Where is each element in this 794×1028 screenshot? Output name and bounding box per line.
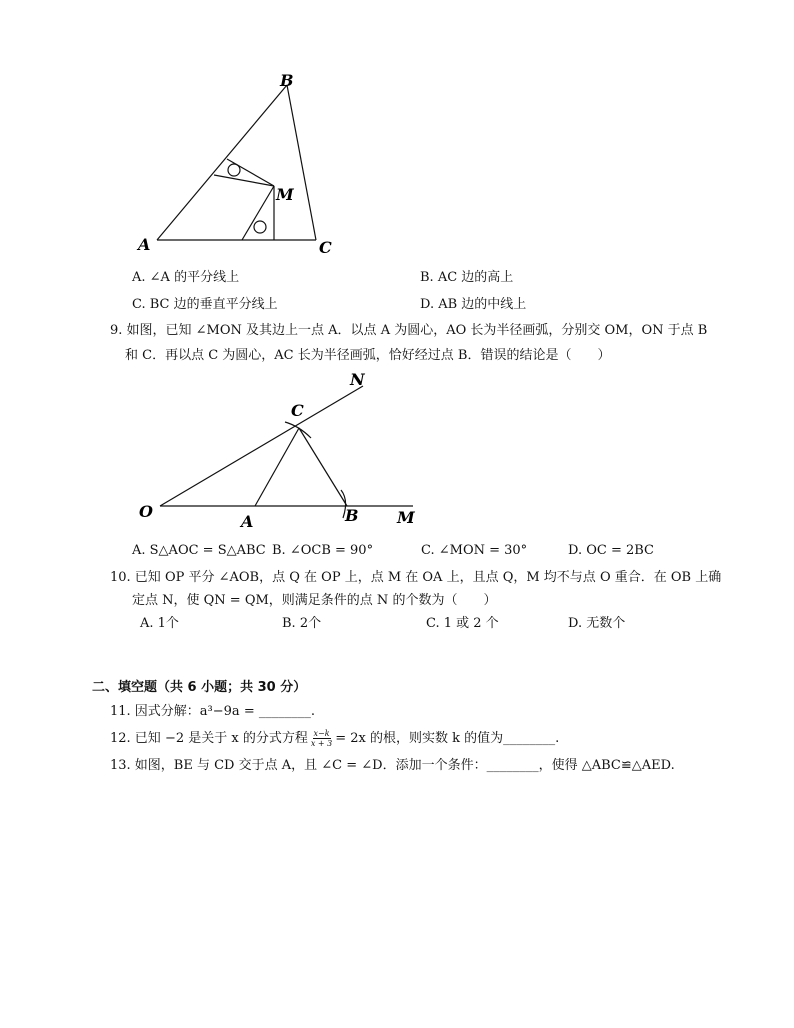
label-n: N [350, 370, 365, 389]
section-title: 二、填空题（共 6 小题；共 30 分） [92, 680, 307, 695]
q10-option-d: D. 无数个 [568, 616, 626, 631]
q13-text: 13. 如图，BE 与 CD 交于点 A，且 ∠C = ∠D．添加一个条件：________，使得 △ABC≌△AED. [110, 758, 675, 773]
q10-option-a: A. 1个 [140, 616, 179, 631]
q9-stem-line2: 和 C．再以点 C 为圆心，AC 长为半径画弧，恰好经过点 B．错误的结论是（ ） [125, 348, 611, 363]
fraction-numerator: x−k [313, 729, 330, 738]
right-angle-mark-1 [228, 164, 240, 176]
label-c: C [291, 401, 304, 420]
label-m: M [397, 508, 415, 527]
q10-stem-line1: 10. 已知 OP 平分 ∠AOB，点 Q 在 OP 上，点 M 在 OA 上，且点 Q，M 均不与点 O 重合．在 OB 上确 [110, 570, 722, 585]
label-o: O [139, 502, 153, 521]
segment-cb [299, 428, 347, 506]
fraction [311, 729, 332, 748]
q9-stem-line1: 9. 如图，已知 ∠MON 及其边上一点 A．以点 A 为圆心，AO 长为半径画弧，分别交 OM，ON 于点 B [110, 323, 708, 338]
q8-option-c: C. BC 边的垂直平分线上 [132, 297, 278, 312]
q11-text: 11. 因式分解：a³−9a = ________. [110, 704, 315, 719]
label-a: A [241, 512, 254, 531]
ray-on [160, 386, 363, 506]
q12-suffix: = 2x 的根，则实数 k 的值为________. [335, 730, 560, 746]
q10-option-b: B. 2个 [282, 616, 322, 631]
label-b: B [280, 71, 294, 90]
label-a: A [138, 235, 151, 254]
label-c: C [319, 238, 332, 257]
q10-option-c: C. 1 或 2 个 [426, 616, 499, 631]
fraction-denominator: x + 3 [310, 739, 333, 748]
segment-m-lower [242, 186, 274, 240]
segment-ac [255, 428, 299, 506]
q9-option-d: D. OC = 2BC [568, 543, 654, 558]
triangle-abc-figure [130, 70, 350, 260]
label-m: M [276, 185, 294, 204]
q12-prefix: 12. 已知 −2 是关于 x 的分式方程 [110, 730, 308, 746]
side-bc [287, 85, 316, 240]
q8-option-a: A. ∠A 的平分线上 [132, 270, 240, 285]
q9-option-b: B. ∠OCB = 90° [272, 543, 374, 558]
q9-option-c: C. ∠MON = 30° [421, 543, 528, 558]
q12-text [110, 729, 559, 748]
right-angle-mark-2 [254, 221, 266, 233]
angle-mon-figure [135, 368, 425, 538]
q8-option-d: D. AB 边的中线上 [420, 297, 527, 312]
label-b: B [345, 506, 359, 525]
q10-stem-line2: 定点 N，使 QN = QM，则满足条件的点 N 的个数为（ ） [132, 593, 497, 608]
side-ab [157, 85, 287, 240]
q9-option-a: A. S△AOC = S△ABC [132, 543, 266, 558]
q8-option-b: B. AC 边的高上 [420, 270, 514, 285]
